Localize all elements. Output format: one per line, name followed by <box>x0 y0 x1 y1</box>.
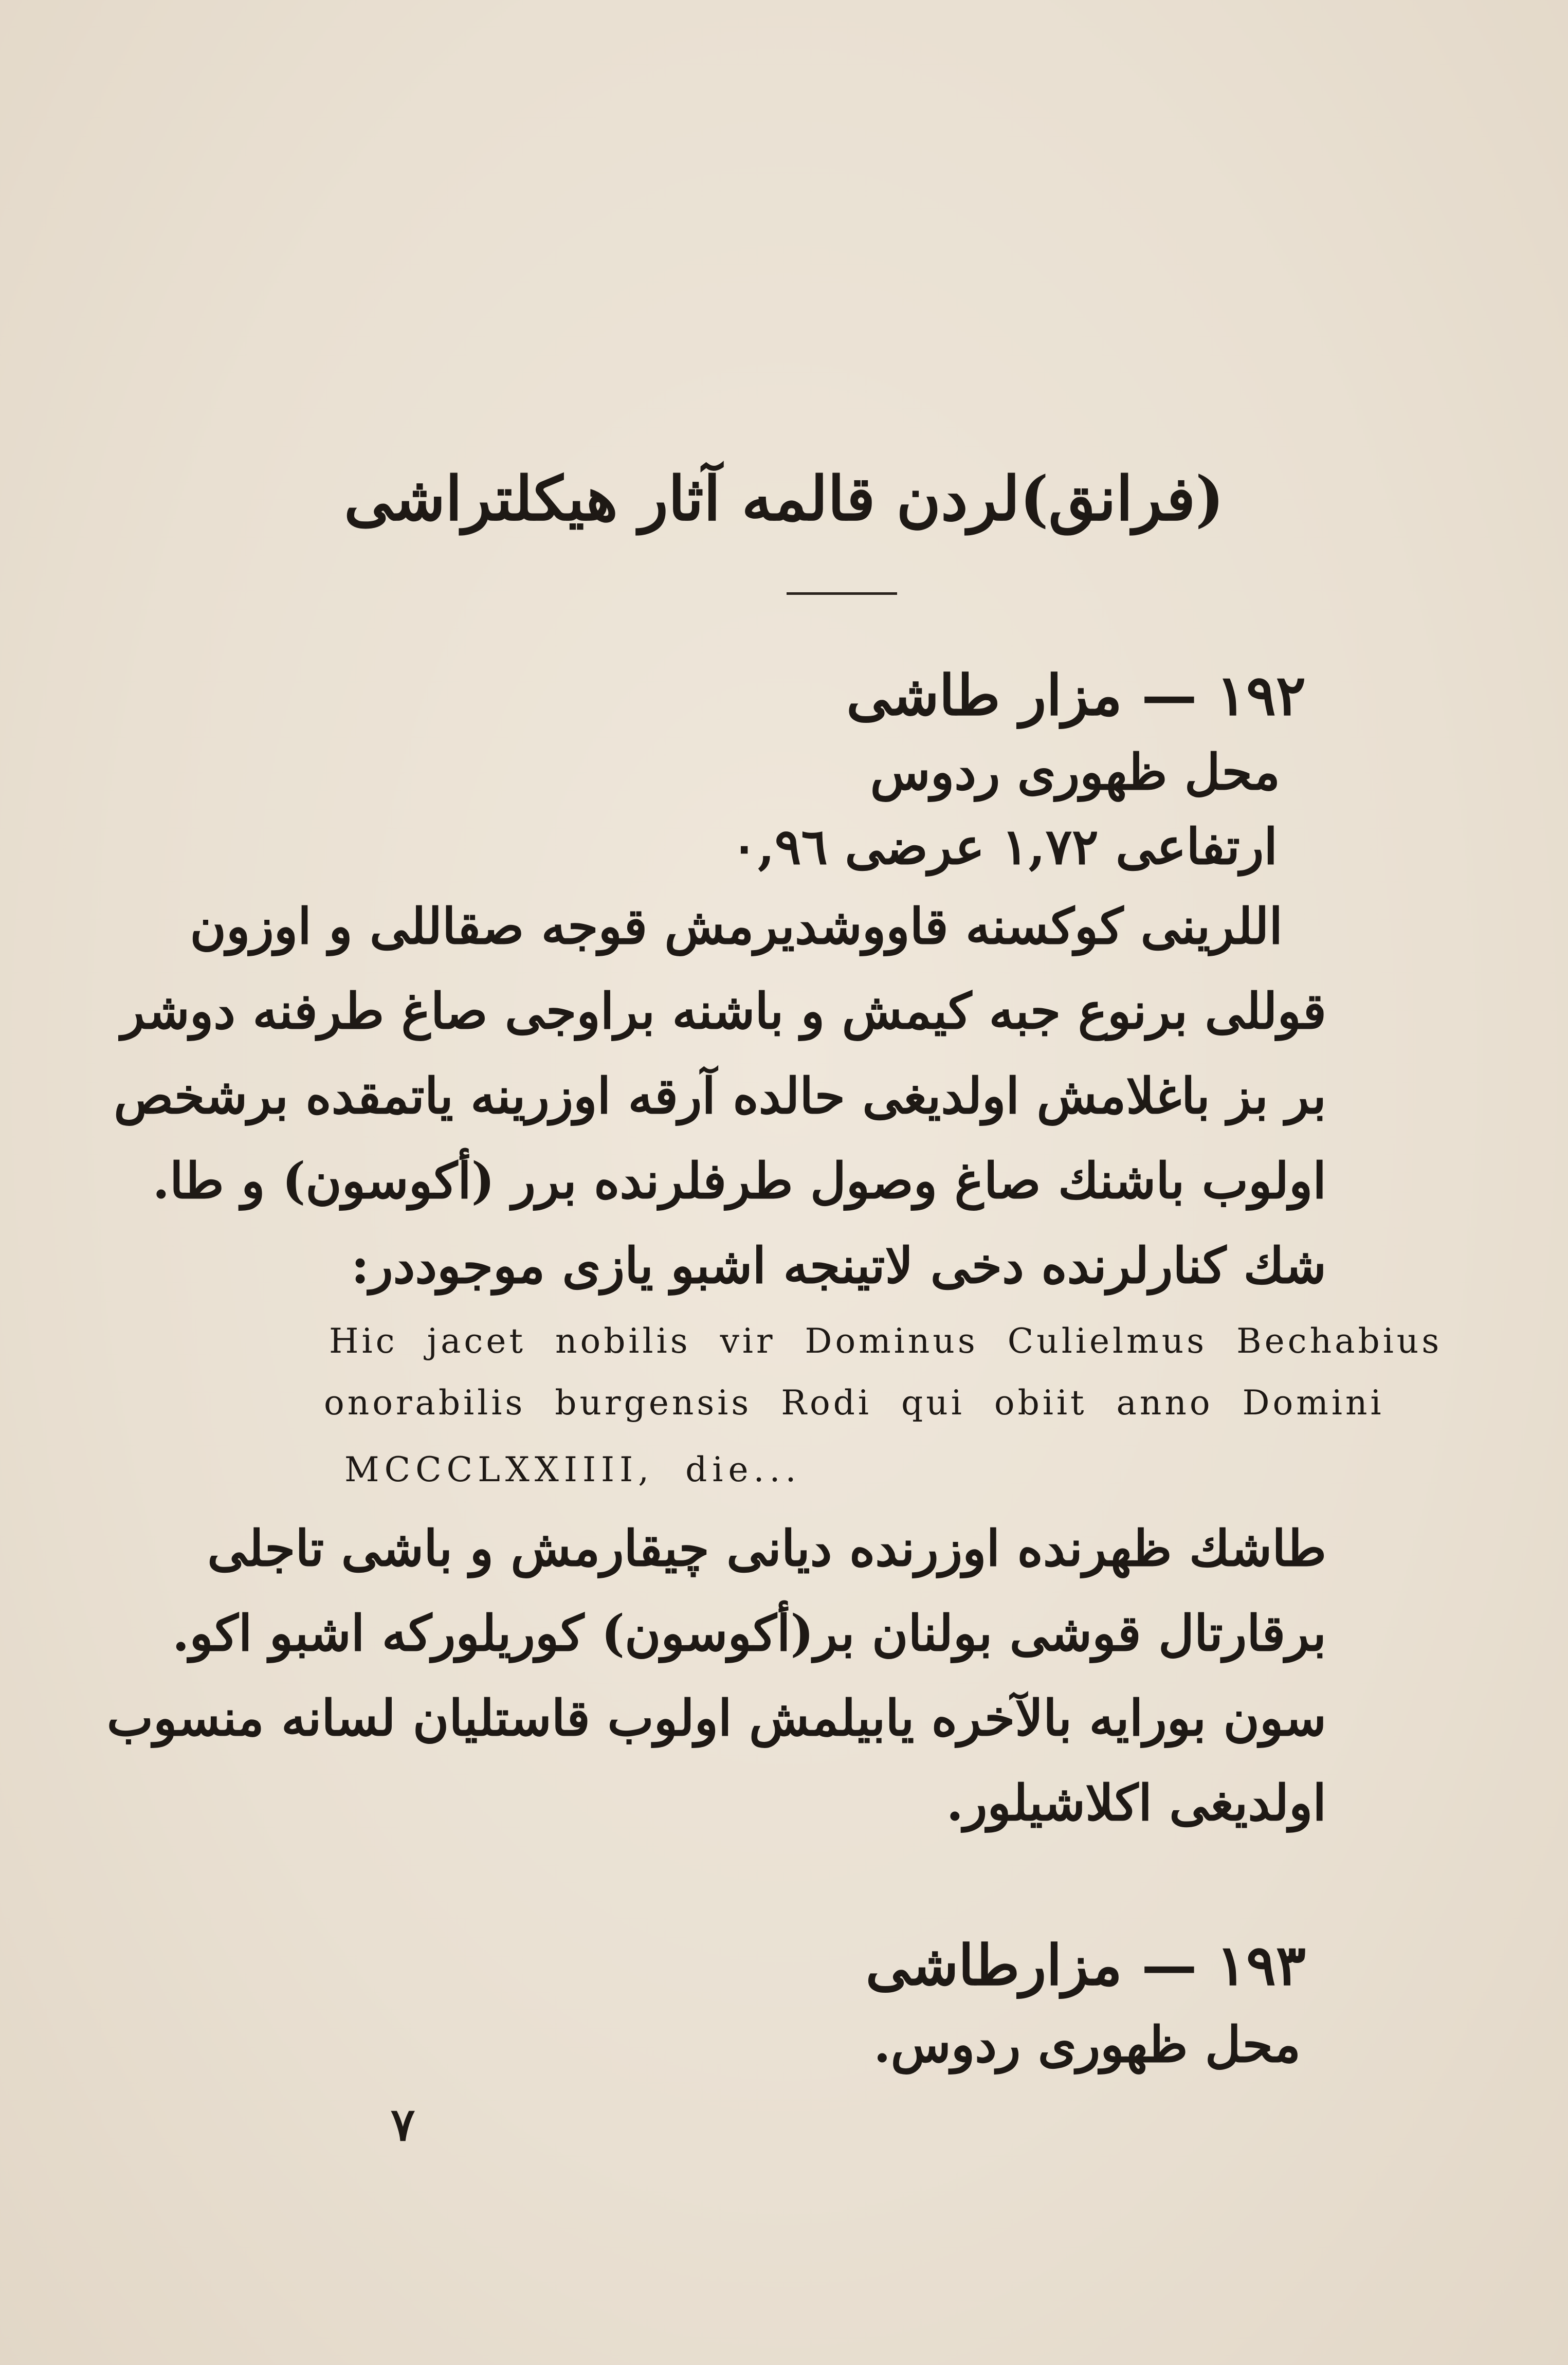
entry-193-heading: ١٩٣ — مزارطاشى <box>865 1933 1306 1998</box>
paragraph-line: شك كنارلرنده دخى لاتينجه اشبو يازى موجوددر: <box>351 1236 1326 1295</box>
latin-inscription-line: onorabilis burgensis Rodi qui obiit anno Domini <box>324 1383 1384 1423</box>
entry-192-dimensions: ارتفاعى ١,٧٢ عرضى ٠,٩٦ <box>731 817 1278 876</box>
page-title: (فرانق)لردن قالمه آثار هيكلتراشى <box>344 463 1224 534</box>
page-number: ٧ <box>391 2098 415 2151</box>
paragraph-line: اولديغى اكلاشيلور. <box>946 1774 1326 1832</box>
paragraph-line: طاشك ظهرنده اوزرنده ديانى چيقارمش و باشى تاجلى <box>207 1519 1326 1577</box>
paragraph-line: بر بز باغلامش اولديغى حالده آرقه اوزرينه ياتمقده برشخص <box>114 1067 1326 1125</box>
paragraph-line: اللرينى كوكسنه قاووشديرمش قوجه صقاللى و اوزون <box>190 897 1283 955</box>
paragraph-line: اولوب باشنك صاغ وصول طرفلرنده برر (أكوسون) و طا. <box>152 1152 1326 1210</box>
paragraph-line: سون بورايه بالآخره يابيلمش اولوب قاستليان لسانه منسوب <box>106 1689 1326 1747</box>
entry-192-heading: ١٩٢ — مزار طاشى <box>846 663 1306 728</box>
entry-192-location: محل ظهورى ردوس <box>870 743 1280 801</box>
paragraph-line: قوللى برنوع جبه كيمش و باشنه براوجى صاغ طرفنه دوشر <box>121 982 1326 1040</box>
latin-inscription-line: Hic jacet nobilis vir Dominus Culielmus Bechabius <box>329 1321 1443 1361</box>
entry-193-location: محل ظهورى ردوس. <box>873 2015 1301 2073</box>
title-rule <box>787 592 897 595</box>
paragraph-line: برقارتال قوشى بولنان بر(أكوسون) كوريلوركه اشبو اكو. <box>172 1604 1326 1662</box>
latin-inscription-line: MCCCLXXIIII, die... <box>344 1450 801 1489</box>
